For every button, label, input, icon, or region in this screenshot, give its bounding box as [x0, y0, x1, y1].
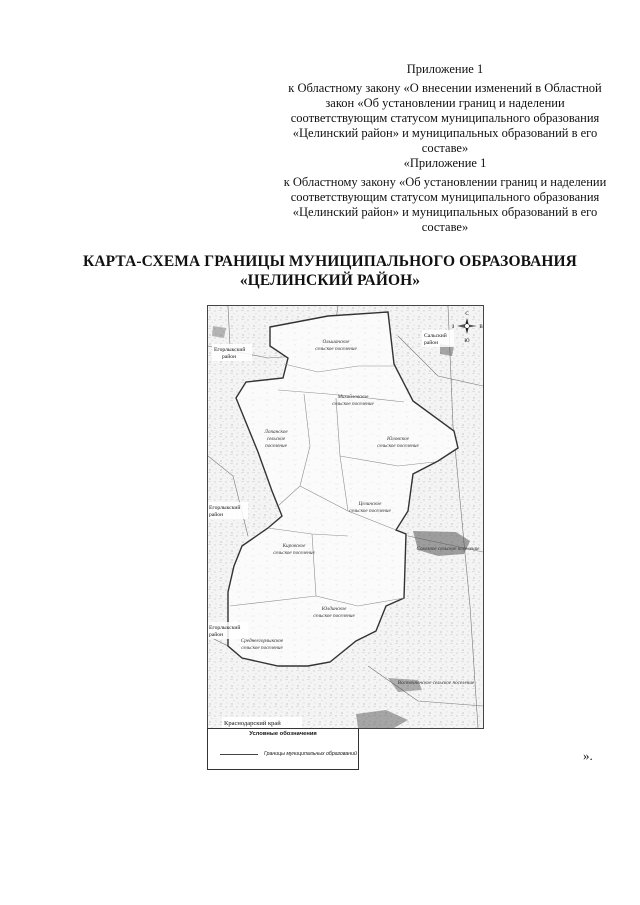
compass-west: З [451, 325, 455, 330]
label-olshanskoe-1: Ольшанское [322, 339, 350, 345]
map-canvas [208, 306, 483, 728]
appendix-2-heading: «Приложение 1 [403, 156, 487, 170]
neighbour-egorlyksky-mid-1: Егорлыкский [209, 505, 241, 511]
compass-east: В [479, 325, 483, 330]
page-title [60, 252, 600, 290]
neighbour-egorlyksky-low-1: Егорлыкский [209, 625, 241, 631]
label-tselinskoe-2: сельское поселение [349, 508, 391, 514]
appendix-1-text: к Областному закону «О внесении изменений в Областной закон «Об установлении границ и наделении соответствующим статусом муниципального образования «Целинский район» и муниципальных образований в его составе» [288, 81, 602, 155]
label-yuldinskoe-2: сельское поселение [313, 613, 355, 619]
neighbour-salsky-1: Сальский [424, 333, 447, 339]
label-vostochnenskoe: Восточненское сельское поселение [397, 680, 475, 686]
neighbour-egorlyksky-low-2: район [209, 632, 224, 638]
neighbour-egorlyksky-top-1: Егорлыкский [214, 347, 246, 353]
neighbour-salsky-2: район [424, 340, 439, 346]
neighbour-egorlyksky-mid-2: район [209, 512, 224, 518]
label-yuldinskoe-1: Юлдинское [321, 606, 347, 612]
map-legend [207, 728, 359, 770]
label-kirovskoe-2: сельское поселение [273, 550, 315, 556]
label-sredneegorlykskoe-2: сельское поселение [241, 645, 283, 651]
neighbour-egorlyksky-top-2: район [222, 354, 237, 360]
label-olshanskoe-2: сельское поселение [315, 346, 357, 352]
label-yulovskoe-1: Юловское [387, 436, 409, 442]
compass-north: С [465, 312, 469, 317]
label-tselinskoe-1: Целинское [358, 501, 382, 507]
neighbour-krasnodar: Краснодарский край [224, 720, 281, 727]
label-lopanskoe-3: поселение [265, 443, 287, 449]
appendix-1-heading: Приложение 1 [406, 62, 484, 76]
label-mikhaylovskoe-2: сельское поселение [332, 401, 374, 407]
closing-quote: ». [583, 748, 593, 763]
appendix-2 [280, 156, 610, 235]
label-lopanskoe-2: сельское [266, 436, 286, 442]
legend-title: Условные обозначения [249, 731, 317, 737]
legend-boundary-line [220, 754, 258, 755]
title-line-2: «ЦЕЛИНСКИЙ РАЙОН» [239, 272, 421, 289]
appendix-2-text: к Областному закону «Об установлении границ и наделении соответствующим статусом муниципального образования «Целинский район» и муниципальных образований в его составе» [283, 175, 607, 234]
label-kirovskoe-1: Кировское [282, 543, 306, 549]
label-sovkhoznoe: Сохозное сельское поселение [416, 546, 480, 552]
district-map [207, 305, 484, 729]
label-yulovskoe-2: сельское поселение [377, 443, 419, 449]
label-sredneegorlykskoe-1: Среднеегорлыкское [240, 638, 284, 644]
appendix-1 [280, 62, 610, 156]
title-line-1: КАРТА-СХЕМА ГРАНИЦЫ МУНИЦИПАЛЬНОГО ОБРАЗОВАНИЯ [83, 253, 577, 270]
label-lopanskoe-1: Лопанское [264, 429, 288, 435]
legend-boundary-label: Границы муниципальных образований [264, 751, 357, 757]
label-mikhaylovskoe-1: Михайловское [337, 394, 369, 400]
compass-south: Ю [464, 339, 470, 344]
